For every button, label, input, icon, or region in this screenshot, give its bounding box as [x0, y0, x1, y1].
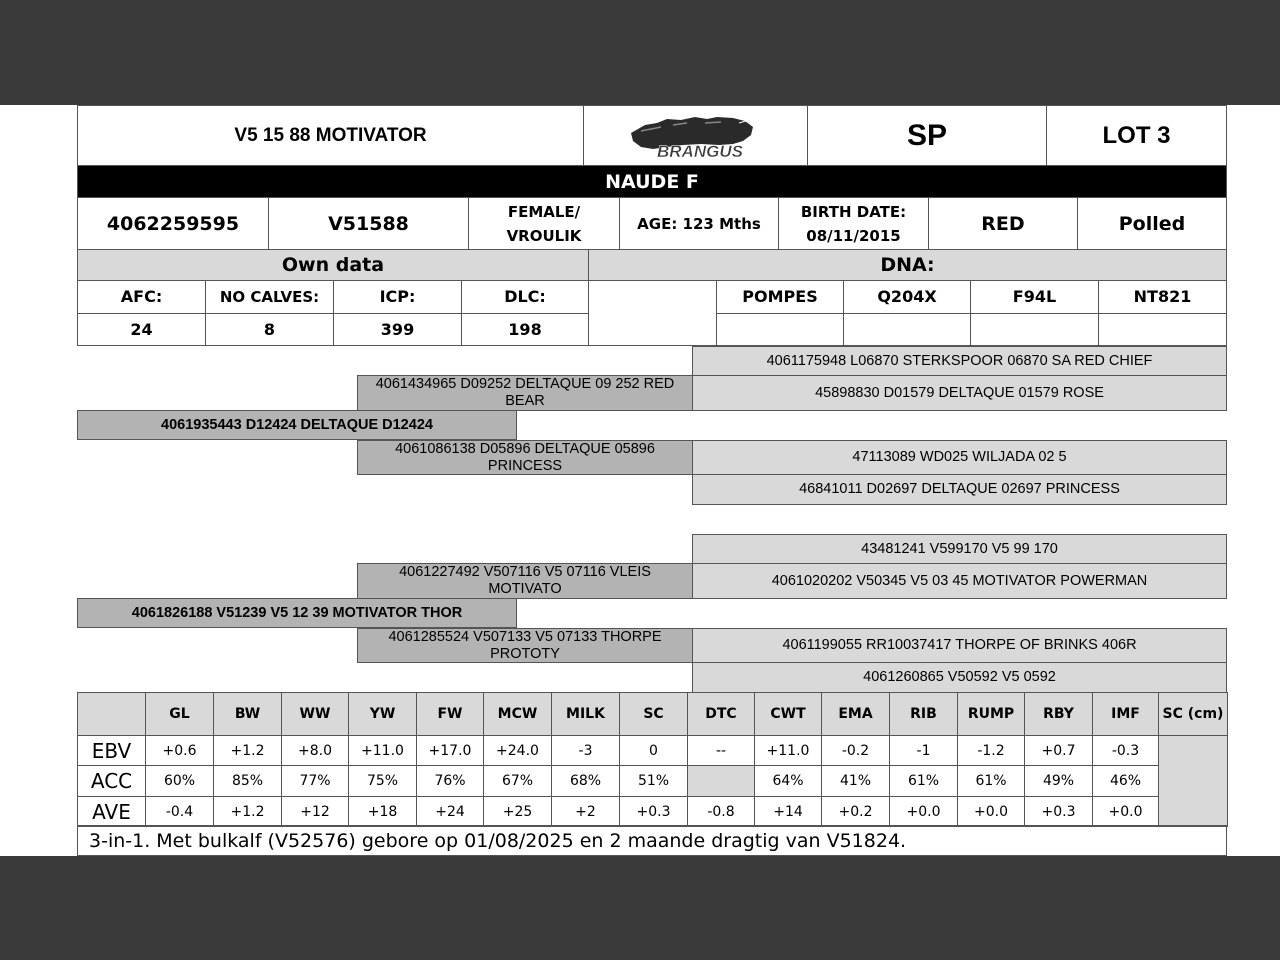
ebv-column-header: DTC: [687, 692, 755, 736]
ebv-column-header: YW: [348, 692, 417, 736]
pedigree-sdd: 46841011 D02697 DELTAQUE 02697 PRINCESS: [692, 474, 1227, 505]
dna-f94l-result: [970, 313, 1099, 346]
ebv-value-cell: 85%: [213, 765, 282, 797]
afc-value: 24: [77, 313, 206, 346]
animal-name: V5 15 88 MOTIVATOR: [77, 105, 584, 166]
ebv-sc-cm-cell: [1158, 735, 1228, 827]
pedigree-ddd: 4061260865 V50592 V5 0592: [692, 662, 1227, 693]
pedigree-dsd: 4061020202 V50345 V5 03 45 MOTIVATOR POWERMAN: [692, 563, 1227, 599]
dlc-value: 198: [461, 313, 589, 346]
brangus-logo: [583, 105, 808, 166]
icp-label: ICP:: [333, 280, 462, 314]
ebv-value-cell: --: [687, 735, 755, 766]
ebv-value-cell: +0.3: [619, 796, 688, 827]
ebv-column-header: CWT: [754, 692, 822, 736]
ebv-value-cell: +11.0: [754, 735, 822, 766]
ebv-column-header: RBY: [1024, 692, 1093, 736]
ebv-value-cell: +0.7: [1024, 735, 1093, 766]
svg-text:BRANGUS: BRANGUS: [656, 141, 743, 161]
dlc-label: DLC:: [461, 280, 589, 314]
ebv-value-cell: +18: [348, 796, 417, 827]
ebv-value-cell: 64%: [754, 765, 822, 797]
ebv-value-cell: 67%: [483, 765, 552, 797]
dna-pompes-result: [716, 313, 844, 346]
ebv-value-cell: 77%: [281, 765, 349, 797]
ebv-value-cell: +2: [551, 796, 620, 827]
animal-id: V51588: [268, 197, 469, 250]
ebv-value-cell: +0.0: [957, 796, 1025, 827]
ebv-value-cell: -0.3: [1092, 735, 1159, 766]
ebv-value-cell: 46%: [1092, 765, 1159, 797]
pedigree-dss: 43481241 V599170 V5 99 170: [692, 534, 1227, 564]
ebv-value-cell: +0.6: [145, 735, 214, 766]
ebv-value-cell: 41%: [821, 765, 890, 797]
dna-f94l: F94L: [970, 280, 1099, 314]
lot-sheet: [0, 105, 1280, 856]
dna-blank-cell: [588, 280, 717, 346]
afc-label: AFC:: [77, 280, 206, 314]
ebv-value-cell: 61%: [889, 765, 958, 797]
ebv-column-header: SC: [619, 692, 688, 736]
ebv-value-cell: 68%: [551, 765, 620, 797]
ebv-value-cell: -0.4: [145, 796, 214, 827]
ebv-row-label: AVE: [77, 796, 146, 827]
ebv-value-cell: 0: [619, 735, 688, 766]
dna-nt821: NT821: [1098, 280, 1227, 314]
ebv-column-header: IMF: [1092, 692, 1159, 736]
pedigree-sire-sire: 4061434965 D09252 DELTAQUE 09 252 RED BEAR: [357, 375, 693, 411]
ebv-column-header: RIB: [889, 692, 958, 736]
ebv-column-header: FW: [416, 692, 484, 736]
bull-logo-icon: [621, 111, 771, 161]
ebv-value-cell: +1.2: [213, 796, 282, 827]
ebv-value-cell: +0.0: [1092, 796, 1159, 827]
dna-q204x-result: [843, 313, 971, 346]
ebv-value-cell: -3: [551, 735, 620, 766]
dna-pompes: POMPES: [716, 280, 844, 314]
pedigree-dam-dam: 4061285524 V507133 V5 07133 THORPE PROTOTY: [357, 628, 693, 663]
icp-value: 399: [333, 313, 462, 346]
age: AGE: 123 Mths: [619, 197, 779, 250]
ebv-value-cell: -1: [889, 735, 958, 766]
birth-date-label: BIRTH DATE:: [800, 202, 907, 221]
ebv-column-header: SC (cm): [1158, 692, 1228, 736]
sex: FEMALE/ VROULIK: [468, 197, 620, 250]
ebv-value-cell: -1.2: [957, 735, 1025, 766]
ebv-value-cell: 51%: [619, 765, 688, 797]
pedigree-dam: 4061826188 V51239 V5 12 39 MOTIVATOR THOR: [77, 598, 517, 628]
sale-note: 3-in-1. Met bulkalf (V52576) gebore op 01/08/2025 en 2 maande dragtig van V51824.: [77, 825, 1227, 856]
pedigree-dds: 4061199055 RR10037417 THORPE OF BRINKS 406R: [692, 628, 1227, 663]
ebv-value-cell: +0.2: [821, 796, 890, 827]
ebv-value-cell: +24.0: [483, 735, 552, 766]
dna-nt821-result: [1098, 313, 1227, 346]
ebv-column-header: WW: [281, 692, 349, 736]
ebv-value-cell: +25: [483, 796, 552, 827]
class-code: SP: [807, 105, 1047, 166]
ebv-value-cell: 75%: [348, 765, 417, 797]
ebv-column-header: BW: [213, 692, 282, 736]
ebv-value-cell: 61%: [957, 765, 1025, 797]
ebv-value-cell: +11.0: [348, 735, 417, 766]
ebv-column-header: GL: [145, 692, 214, 736]
pedigree-ssd: 45898830 D01579 DELTAQUE 01579 ROSE: [692, 375, 1227, 411]
ebv-corner-cell: [77, 692, 146, 736]
ebv-column-header: MILK: [551, 692, 620, 736]
dna-heading: DNA:: [588, 249, 1227, 281]
ebv-column-header: EMA: [821, 692, 890, 736]
ebv-value-cell: 60%: [145, 765, 214, 797]
ebv-value-cell: 76%: [416, 765, 484, 797]
ebv-value-cell: +14: [754, 796, 822, 827]
dna-q204x: Q204X: [843, 280, 971, 314]
pedigree-sds: 47113089 WD025 WILJADA 02 5: [692, 440, 1227, 475]
pedigree-sire: 4061935443 D12424 DELTAQUE D12424: [77, 410, 517, 440]
ebv-column-header: MCW: [483, 692, 552, 736]
ebv-value-cell: -0.2: [821, 735, 890, 766]
registration-number: 4062259595: [77, 197, 269, 250]
ebv-column-header: RUMP: [957, 692, 1025, 736]
lot-number: LOT 3: [1046, 105, 1227, 166]
own-data-heading: Own data: [77, 249, 589, 281]
pedigree-sire-dam: 4061086138 D05896 DELTAQUE 05896 PRINCESS: [357, 440, 693, 475]
ebv-value-cell: [687, 765, 755, 797]
ebv-value-cell: +12: [281, 796, 349, 827]
breeder-name: NAUDE F: [77, 165, 1227, 198]
birth-date-value: 08/11/2015: [806, 226, 901, 245]
horn-status: Polled: [1077, 197, 1227, 250]
ebv-value-cell: +24: [416, 796, 484, 827]
ebv-value-cell: 49%: [1024, 765, 1093, 797]
ebv-value-cell: +1.2: [213, 735, 282, 766]
no-calves-label: NO CALVES:: [205, 280, 334, 314]
ebv-value-cell: +0.3: [1024, 796, 1093, 827]
ebv-value-cell: +0.0: [889, 796, 958, 827]
ebv-row-label: ACC: [77, 765, 146, 797]
pedigree-sss: 4061175948 L06870 STERKSPOOR 06870 SA RED CHIEF: [692, 346, 1227, 376]
birth-date: [778, 197, 929, 250]
pedigree-dam-sire: 4061227492 V507116 V5 07116 VLEIS MOTIVATO: [357, 563, 693, 599]
ebv-value-cell: -0.8: [687, 796, 755, 827]
colour: RED: [928, 197, 1078, 250]
ebv-row-label: EBV: [77, 735, 146, 766]
ebv-value-cell: +17.0: [416, 735, 484, 766]
ebv-value-cell: +8.0: [281, 735, 349, 766]
no-calves-value: 8: [205, 313, 334, 346]
